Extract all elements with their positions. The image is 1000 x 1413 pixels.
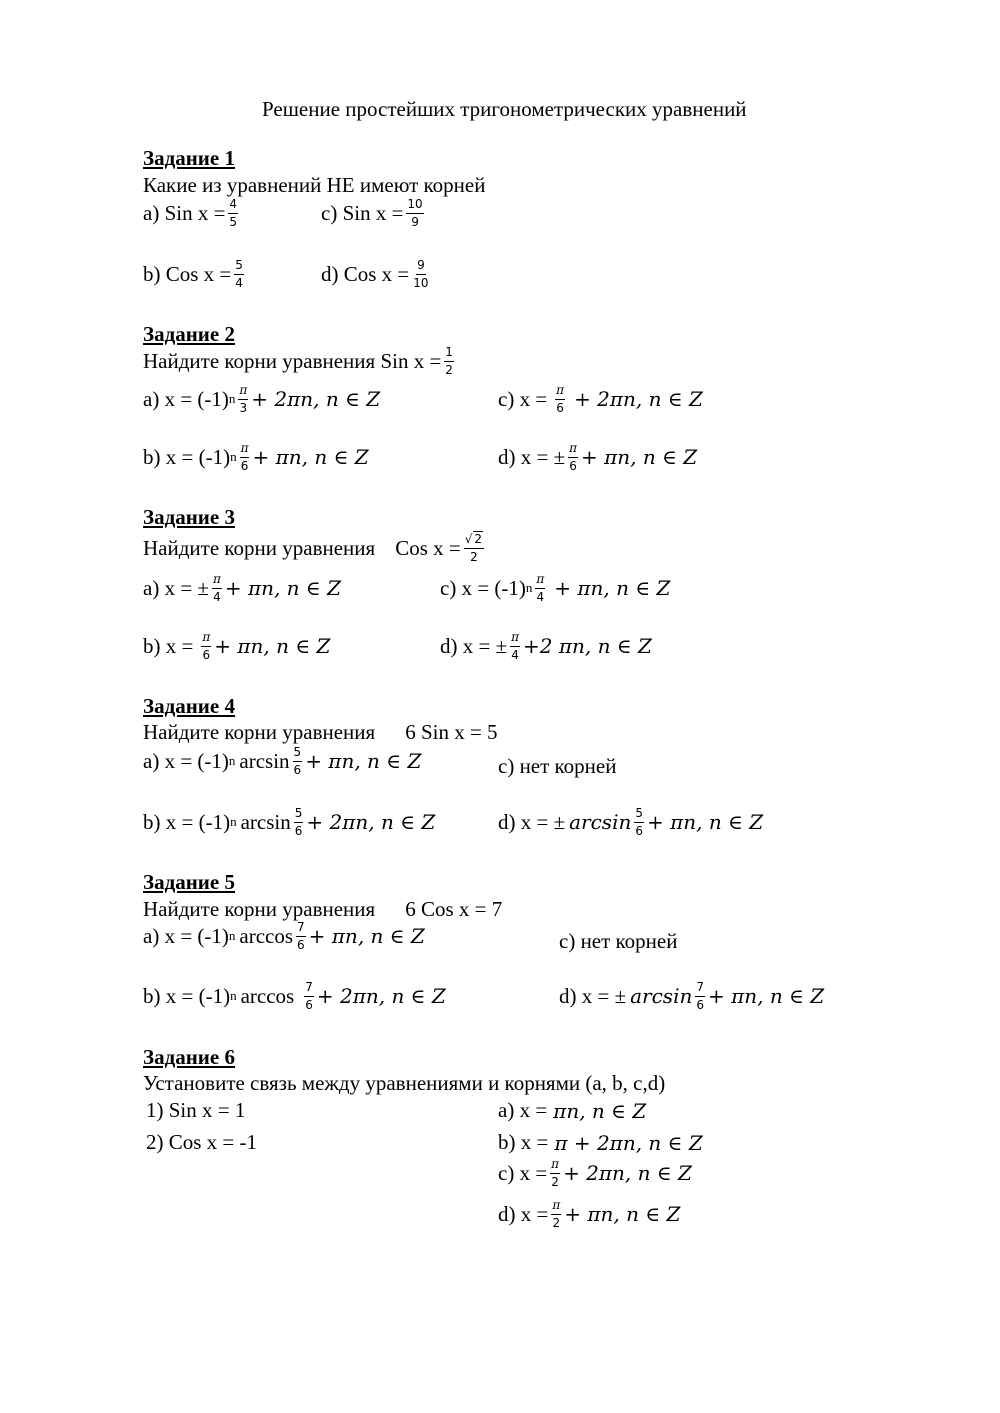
fraction: $\frac{4}{5}$ (229, 197, 238, 229)
task-2-option-c[interactable]: c) x = $\frac{\pi}{6}$ + 2πn, n ∈ Z (498, 383, 703, 415)
task-3-question: Найдите корни уравнения Cos x = $\frac{√ 2}{2}$ (143, 532, 483, 564)
task-1-question: Какие из уравнений НЕ имеют корней (143, 173, 486, 197)
page-title: Решение простейших тригонометрических уравнений (262, 97, 747, 121)
task-1-header: Задание 1 (143, 146, 235, 170)
task-4-option-b[interactable]: b) x = (-1) n arcsin $\frac{5}{6}$ + 2πn, n ∈ Z (143, 806, 436, 838)
fraction: $\frac{\pi}{6}$ (240, 441, 249, 473)
task-6-root-d[interactable]: d) x = $\frac{\pi}{2}$ + πn, n ∈ Z (498, 1198, 681, 1230)
task-6-root-c[interactable]: c) x = $\frac{\pi}{2}$ + 2πn, n ∈ Z (498, 1157, 692, 1189)
task-4-header: Задание 4 (143, 694, 235, 718)
fraction: $\frac{√ 2}{2}$ (464, 532, 483, 564)
task-5-question: Найдите корни уравнения 6 Cos x = 7 (143, 897, 503, 921)
fraction: $\frac{\pi}{2}$ (551, 1157, 560, 1189)
task-4-option-d[interactable]: d) x = ± arcsin $\frac{5}{6}$ + πn, n ∈ Z (498, 806, 764, 838)
task-4-question: Найдите корни уравнения 6 Sin x = 5 (143, 720, 498, 744)
task-6-equation-2[interactable]: 2) Cos x = -1 (146, 1130, 258, 1154)
task-3-option-b[interactable]: b) x = $\frac{\pi}{6}$ + πn, n ∈ Z (143, 630, 331, 662)
task-3-header: Задание 3 (143, 505, 235, 529)
fraction: $\frac{5}{4}$ (235, 258, 243, 290)
fraction: $\frac{\pi}{6}$ (202, 630, 211, 662)
task-2-option-b[interactable]: b) x = (-1) n $\frac{\pi}{6}$ + πn, n ∈ Z (143, 441, 369, 473)
task-3-option-a[interactable]: a) x = ± $\frac{\pi}{4}$ + πn, n ∈ Z (143, 572, 341, 604)
fraction: $\frac{\pi}{2}$ (552, 1198, 561, 1230)
task-2-header: Задание 2 (143, 322, 235, 346)
fraction: $\frac{7}{6}$ (696, 980, 704, 1012)
task-4-option-c[interactable]: c) нет корней (498, 754, 617, 778)
task-2-option-a[interactable]: a) x = (-1) n $\frac{\pi}{3}$ + 2πn, n ∈ Z (143, 383, 381, 415)
task-6-header: Задание 6 (143, 1045, 235, 1069)
fraction: $\frac{\pi}{6}$ (569, 441, 578, 473)
task-1-option-d[interactable]: d) Cos x = $\frac{9}{10}$ (321, 258, 429, 290)
fraction: $\frac{\pi}{4}$ (212, 572, 221, 604)
task-1-option-c[interactable]: c) Sin x = $\frac{10}{9}$ (321, 197, 423, 229)
fraction: $\frac{5}{6}$ (635, 806, 643, 838)
task-4-option-a[interactable]: a) x = (-1) n arcsin $\frac{5}{6}$ + πn, n ∈ Z (143, 745, 422, 777)
fraction: $\frac{\pi}{6}$ (556, 383, 565, 415)
fraction: $\frac{5}{6}$ (294, 806, 303, 838)
task-2-option-d[interactable]: d) x = ± $\frac{\pi}{6}$ + πn, n ∈ Z (498, 441, 698, 473)
fraction: $\frac{\pi}{4}$ (511, 630, 520, 662)
task-6-root-a[interactable]: a) x = πn, n ∈ Z (498, 1098, 647, 1123)
task-5-header: Задание 5 (143, 870, 235, 894)
fraction: $\frac{\pi}{4}$ (536, 572, 545, 604)
fraction: $\frac{10}{9}$ (407, 197, 423, 229)
task-6-equation-1[interactable]: 1) Sin x = 1 (146, 1098, 246, 1122)
task-6-root-b[interactable]: b) x = π + 2πn, n ∈ Z (498, 1130, 703, 1155)
fraction: $\frac{\pi}{3}$ (239, 383, 248, 415)
fraction: $\frac{9}{10}$ (413, 258, 429, 290)
fraction: $\frac{7}{6}$ (305, 980, 313, 1012)
task-2-question: Найдите корни уравнения Sin x = $\frac{1}{2}$ (143, 345, 453, 377)
fraction: $\frac{1}{2}$ (445, 345, 453, 377)
task-3-option-c[interactable]: c) x = (-1) n $\frac{\pi}{4}$ + πn, n ∈ Z (440, 572, 671, 604)
task-5-option-c[interactable]: c) нет корней (559, 929, 678, 953)
fraction: $\frac{5}{6}$ (293, 745, 302, 777)
task-6-question: Установите связь между уравнениями и корнями (a, b, c,d) (143, 1071, 666, 1095)
task-5-option-b[interactable]: b) x = (-1) n arccos $\frac{7}{6}$ + 2πn, n ∈ Z (143, 980, 446, 1012)
task-1-option-a[interactable]: a) Sin x = $\frac{4}{5}$ (143, 197, 238, 229)
task-3-option-d[interactable]: d) x = ± $\frac{\pi}{4}$ +2 πn, n ∈ Z (440, 630, 652, 662)
task-5-option-a[interactable]: a) x = (-1) n arccos $\frac{7}{6}$ + πn, n ∈ Z (143, 920, 425, 952)
task-5-option-d[interactable]: d) x = ± arcsin $\frac{7}{6}$ + πn, n ∈ Z (559, 980, 825, 1012)
task-1-option-b[interactable]: b) Cos x = $\frac{5}{4}$ (143, 258, 243, 290)
fraction: $\frac{7}{6}$ (297, 920, 305, 952)
